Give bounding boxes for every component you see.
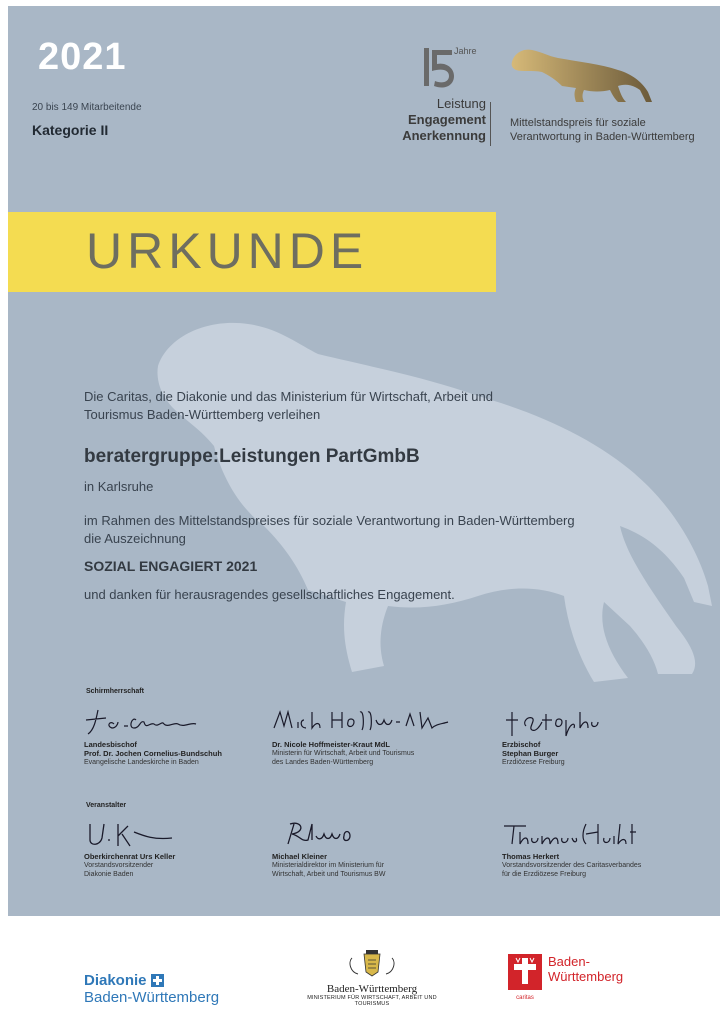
caritas-small-label: caritas bbox=[516, 995, 534, 1001]
caritas-region-line-1: Baden- bbox=[548, 954, 590, 969]
signer-title: Thomas Herkert bbox=[502, 852, 560, 861]
signature-block bbox=[84, 818, 284, 879]
prize-title bbox=[510, 116, 695, 144]
diakonie-cross-icon bbox=[151, 974, 164, 987]
handwritten-signature bbox=[502, 818, 642, 852]
intro-line-2: Tourismus Baden-Württemberg verleihen bbox=[84, 407, 321, 422]
logo-divider bbox=[490, 102, 491, 146]
handwritten-signature bbox=[84, 818, 184, 852]
caritas-logo bbox=[508, 954, 623, 1001]
bw-state-name: Baden-Württemberg bbox=[326, 983, 418, 995]
bw-ministry-logo bbox=[292, 950, 452, 1007]
signature-block bbox=[272, 706, 472, 767]
thanks-text: und danken für herausragendes gesellschaftliches Engagement. bbox=[84, 587, 455, 602]
year: 2021 bbox=[38, 36, 127, 78]
bw-ministry-name: MINISTERIUM FÜR WIRTSCHAFT, ARBEIT UND TOURISMUS bbox=[307, 995, 437, 1007]
diakonie-logo bbox=[84, 972, 219, 1006]
employee-range: 20 bis 149 Mitarbeitende bbox=[32, 102, 142, 113]
signer-title: Erzbischof bbox=[502, 740, 541, 749]
patronage-label: Schirmherrschaft bbox=[86, 688, 144, 695]
signer-org-line-2: für die Erzdiözese Freiburg bbox=[502, 871, 587, 878]
caritas-region-line-2: Württemberg bbox=[548, 969, 624, 984]
company-name: beratergruppe:Leistungen PartGmbB bbox=[84, 446, 420, 467]
signer-org: Vorstandsvorsitzender bbox=[84, 862, 154, 869]
tagline-line-2: Engagement bbox=[407, 112, 486, 127]
signer-org: Erzdiözese Freiburg bbox=[502, 759, 565, 766]
signer-org: Ministerialdirektor im Ministerium für bbox=[272, 862, 385, 869]
fifteen-years-logo bbox=[422, 44, 458, 94]
diakonie-wordmark: Diakonie bbox=[84, 972, 147, 989]
award-name: SOZIAL ENGAGIERT 2021 bbox=[84, 558, 258, 574]
panther-icon bbox=[508, 40, 658, 106]
signer-org: Evangelische Landeskirche in Baden bbox=[84, 759, 199, 766]
prize-title-line-2: Verantwortung in Baden-Württemberg bbox=[510, 131, 695, 143]
handwritten-signature bbox=[272, 818, 372, 852]
signature-block bbox=[84, 706, 284, 767]
signer-title: Michael Kleiner bbox=[272, 852, 328, 861]
tagline-line-3: Anerkennung bbox=[402, 128, 486, 143]
prize-title-line-1: Mittelstandspreis für soziale bbox=[510, 117, 646, 129]
certificate-title: URKUNDE bbox=[86, 223, 369, 279]
signer-org-line-2: des Landes Baden-Württemberg bbox=[272, 759, 374, 766]
logo-tagline bbox=[382, 96, 486, 144]
signer-name: Prof. Dr. Jochen Cornelius-Bundschuh bbox=[84, 749, 222, 758]
intro-text bbox=[84, 388, 644, 424]
signer-name: Stephan Burger bbox=[502, 749, 559, 758]
category: Kategorie II bbox=[32, 122, 109, 138]
signature-block bbox=[502, 706, 702, 767]
caritas-flame-cross-icon bbox=[508, 954, 542, 990]
signer-org-line-2: Diakonie Baden bbox=[84, 871, 134, 878]
signer-title: Oberkirchenrat Urs Keller bbox=[84, 852, 176, 861]
context-text bbox=[84, 512, 644, 548]
company-location: in Karlsruhe bbox=[84, 479, 154, 494]
anniversary-label: Jahre bbox=[454, 46, 477, 56]
bw-coat-of-arms-icon bbox=[292, 950, 452, 978]
handwritten-signature bbox=[84, 706, 204, 740]
caritas-emblem bbox=[508, 954, 542, 1001]
certificate bbox=[8, 6, 720, 916]
diakonie-region: Baden-Württemberg bbox=[84, 989, 220, 1006]
handwritten-signature bbox=[272, 706, 452, 740]
context-line-1: im Rahmen des Mittelstandspreises für soziale Verantwortung in Baden-Württemberg bbox=[84, 513, 575, 528]
signer-title: Landesbischof bbox=[84, 740, 137, 749]
context-line-2: die Auszeichnung bbox=[84, 531, 186, 546]
signature-block bbox=[272, 818, 472, 879]
intro-line-1: Die Caritas, die Diakonie und das Ministerium für Wirtschaft, Arbeit und bbox=[84, 389, 493, 404]
signature-block bbox=[502, 818, 702, 879]
handwritten-signature bbox=[502, 706, 602, 740]
organizers-label: Veranstalter bbox=[86, 802, 127, 809]
signer-title: Dr. Nicole Hoffmeister-Kraut MdL bbox=[272, 740, 390, 749]
tagline-line-1: Leistung bbox=[436, 96, 486, 111]
signer-org: Ministerin für Wirtschaft, Arbeit und Tourismus bbox=[272, 750, 415, 757]
signer-org: Vorstandsvorsitzender des Caritasverbandes bbox=[502, 862, 642, 869]
signer-org-line-2: Wirtschaft, Arbeit und Tourismus BW bbox=[272, 871, 386, 878]
